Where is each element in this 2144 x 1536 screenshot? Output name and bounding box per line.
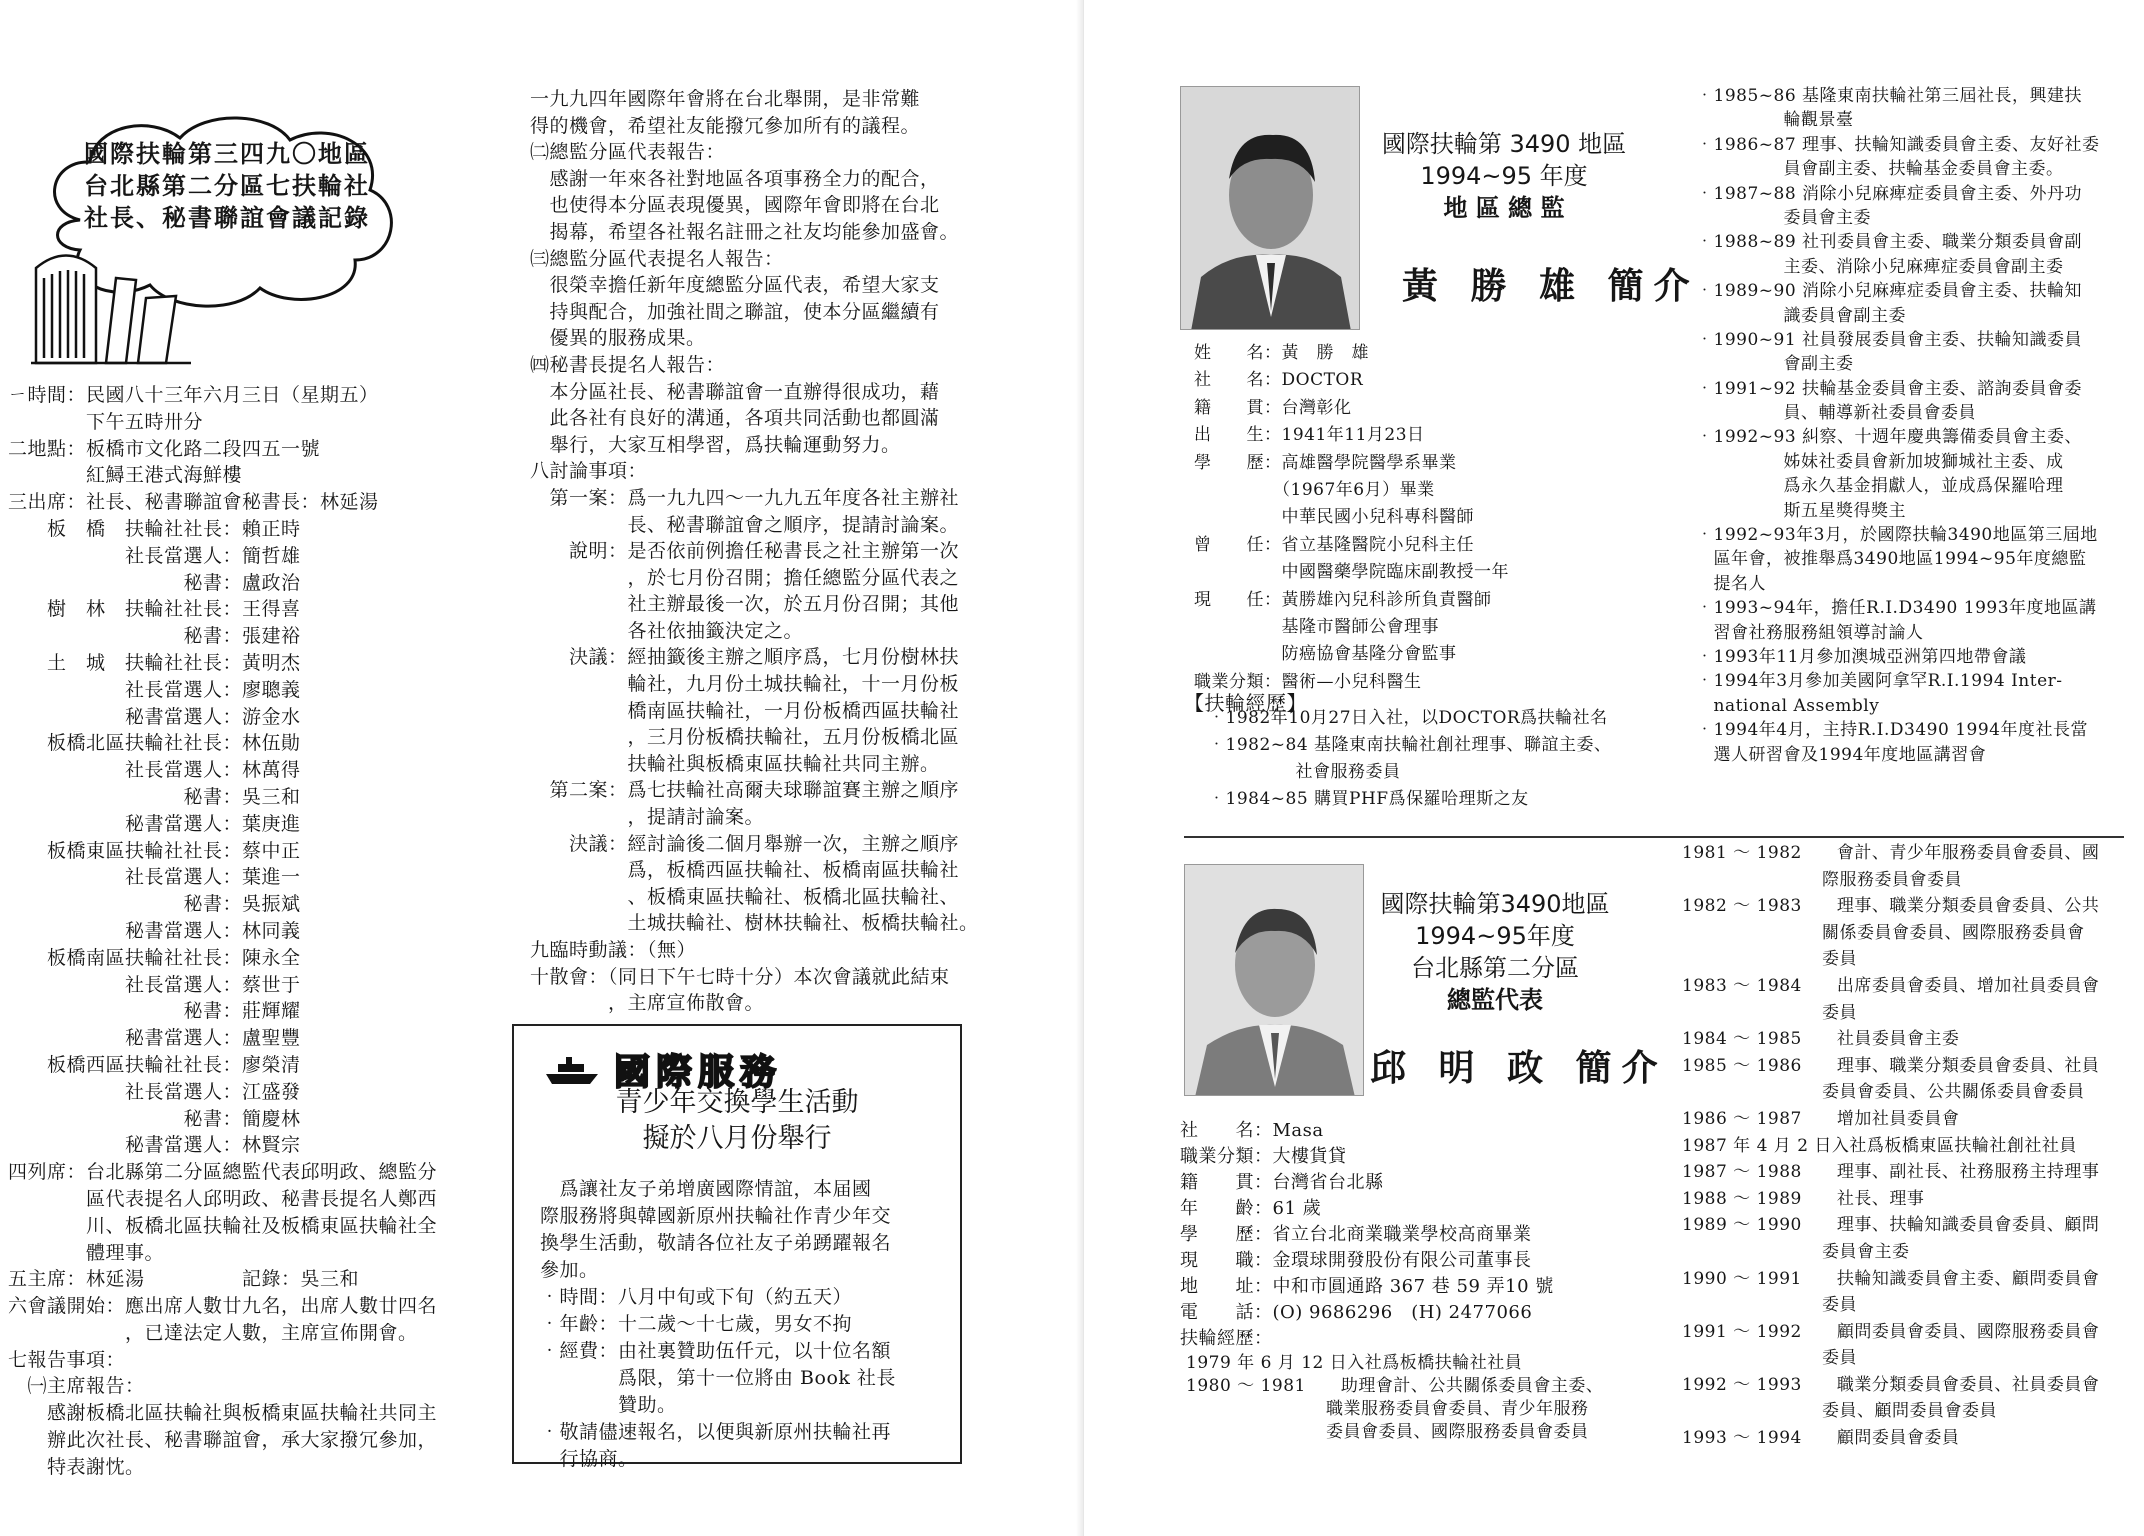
profile2-history-line: 委員會委員、公共關係委員會委員 [1682, 1082, 2085, 1103]
right-page [1084, 0, 2144, 1536]
meeting-line: 紅鱘王港式海鮮樓 [8, 464, 243, 487]
discussion-line: 揭幕，希望各社報名註冊之社友均能參加盛會。 [530, 220, 960, 243]
profile2-history-line: 1985 〜 1986 理事、職業分類委員會委員、社員 [1682, 1055, 2100, 1076]
profile1-heading [1374, 128, 1634, 224]
profile2-history-line: 關係委員會委員、國際服務委員會 [1682, 922, 2085, 943]
profile1-history-line: 區年會，被推舉爲3490地區1994~95年度總監 [1696, 549, 2087, 570]
profile2-history-line: 1983 〜 1984 出席委員會委員、增加社員委員會 [1682, 975, 2100, 996]
profile2-history-line: 委員 [1682, 1348, 1857, 1369]
profile1-history-line: ‧1994年4月，主持R.I.D3490 1994年度社長當 [1696, 720, 2088, 741]
service-line: ‧敬請儘速報名，以便與新原州扶輪社再 [540, 1421, 892, 1443]
service-headline-2: 擬於八月份舉行 [642, 1123, 832, 1154]
meeting-line: 秘書當選人：葉庚進 [8, 812, 301, 835]
profile2-detail-line: 社 名：Masa [1180, 1120, 1324, 1141]
profile2-history-line: 委員 [1682, 949, 1857, 970]
profile1-history-line: ‧1992~93年3月，於國際扶輪3490地區第三屆地 [1696, 525, 2098, 546]
discussion-line: 橋南區扶輪社，一月份板橋西區扶輪社 [530, 699, 960, 722]
profile1-history-line: ‧1989~90 消除小兒麻痺症委員會主委、扶輪知 [1696, 281, 2083, 302]
meeting-line: 三出席：社長、秘書聯誼會秘書長：林延湯 [8, 491, 379, 514]
meeting-line: 秘書：吳振斌 [8, 893, 301, 916]
profile2-history-line: 委員會主委 [1682, 1241, 1910, 1262]
profile2-detail-line: 籍 貫：台灣省台北縣 [1180, 1172, 1384, 1193]
meeting-line: 社長當選人：葉進一 [8, 866, 301, 889]
profile2-history-line: 1979 年 6 月 12 日入社爲板橋扶輪社社員 [1186, 1353, 1523, 1373]
profile1-details [1194, 340, 1509, 696]
meeting-line: ，已達法定人數，主席宣佈開會。 [8, 1321, 418, 1344]
profile2-history-line: 1982 〜 1983 理事、職業分類委員會委員、公共 [1682, 896, 2100, 917]
profile1-history-line: 姊妹社委員會新加坡獅城社主委、成 [1696, 451, 2064, 472]
profile1-history-right [1696, 84, 2100, 767]
profile1-history-line: 主委、消除小兒麻痺症委員會副主委 [1696, 256, 2064, 277]
discussion-line: 感謝一年來各社對地區各項事務全力的配合， [530, 167, 940, 190]
profile2-history-line: 際服務委員會委員 [1682, 869, 1962, 890]
discussion-line: ，主席宣佈散會。 [530, 992, 765, 1015]
meeting-line: 社長當選人：簡哲雄 [8, 544, 301, 567]
meeting-line: 秘書當選人：林賢宗 [8, 1134, 301, 1157]
service-line: 換學生活動，敬請各位社友子弟踴躍報名 [540, 1232, 892, 1254]
profile2-history-line: 委員、顧問委員會委員 [1682, 1401, 1997, 1422]
service-line: 爲限，第十一位將由 Book 社長 [540, 1367, 896, 1389]
profile1-year: 1994~95 年度 [1420, 162, 1588, 190]
profile1-name-title: 黃 勝 雄 簡介 [1402, 266, 1700, 307]
profile1-history-line: ‧1990~91 社員發展委員會主委、扶輪知識委員 [1696, 329, 2083, 350]
discussion-line: 第二案：爲七扶輪社高爾夫球聯誼賽主辦之順序 [530, 779, 960, 802]
profile1-detail-line: 現 任：黃勝雄內兒科診所負責醫師 [1194, 589, 1492, 610]
profile2-history-line: 1984 〜 1985 社員委員會主委 [1682, 1029, 1960, 1050]
discussion-line: 十散會：（同日下午七時十分）本次會議就此結束 [530, 965, 950, 988]
profile1-detail-line: 中華民國小兒科專科醫師 [1194, 507, 1474, 528]
discussion-line: 決議：經抽籤後主辦之順序爲，七月份樹林扶 [530, 646, 960, 669]
discussion-line: 第一案：爲一九九四〜一九九五年度各社主辦社 [530, 486, 960, 509]
discussion-line: 輪社，九月份土城扶輪社，十一月份板 [530, 673, 960, 696]
profile1-history-line: ‧1982年10月27日入社，以DOCTOR爲扶輪社名 [1208, 708, 1608, 728]
profile2-history-line: 委員 [1682, 1002, 1857, 1023]
meeting-line: ㈠主席報告： [8, 1375, 145, 1398]
discussion-line: ，三月份板橋扶輪社，五月份板橋北區 [530, 726, 960, 749]
profile2-history-right [1682, 842, 2099, 1454]
meeting-line: 二地點：板橋市文化路二段四五一號 [8, 437, 321, 460]
profile2-history-line: 1987 年 4 月 2 日入社爲板橋東區扶輪社創社社員 [1682, 1135, 2077, 1156]
meeting-record-title [84, 138, 370, 234]
discussion-line: 也使得本分區表現優異，國際年會即將在台北 [530, 194, 940, 217]
profile2-history-line: 1981 〜 1982 會計、青少年服務委員會委員、國 [1682, 843, 2100, 863]
meeting-line: 六會議開始：應出席人數廿九名，出席人數廿四名 [8, 1295, 438, 1318]
profile1-history-line: ‧1984~85 購買PHF爲保羅哈理斯之友 [1208, 789, 1529, 809]
meeting-line: 社長當選人：江盛發 [8, 1080, 301, 1103]
discussion-line: 爲，板橋西區扶輪社、板橋南區扶輪社 [530, 859, 960, 882]
meeting-line: 秘書當選人：游金水 [8, 705, 301, 728]
meeting-line: ㄧ時間：民國八十三年六月三日（星期五） [8, 384, 379, 406]
meeting-line: 社長當選人：林萬得 [8, 759, 301, 782]
discussion-line: 此各社有良好的溝通，各項共同活動也都圓滿 [530, 407, 940, 430]
profile2-history-line: 1991 〜 1992 顧問委員會委員、國際服務委員會 [1682, 1321, 2100, 1342]
profile1-detail-line: 姓 名：黃 勝 雄 [1194, 343, 1369, 363]
profile1-detail-line: 基隆市醫師公會理事 [1194, 616, 1439, 637]
discussion-line: 持與配合，加強社間之聯誼，使本分區繼續有 [530, 300, 940, 323]
meeting-line: 板橋東區扶輪社社長：蔡中正 [8, 839, 301, 862]
profile2-detail-line: 學 歷：省立台北商業職業學校高商畢業 [1180, 1224, 1532, 1245]
discussion-line: ，於七月份召開；擔任總監分區代表之 [530, 566, 960, 589]
service-brand: 國際服務 [614, 1052, 783, 1093]
profile2-history-left [1186, 1352, 1603, 1444]
profile2-heading [1380, 888, 1610, 1016]
profile1-detail-line: 學 歷：高雄醫學院醫學系畢業 [1194, 452, 1457, 473]
meeting-line: 板 橋 扶輪社社長：賴正時 [8, 517, 301, 540]
profile1-history-line: ‧1988~89 社刊委員會主委、職業分類委員會副 [1696, 232, 2083, 253]
discussion-line: 一九九四年國際年會將在台北舉開，是非常難 [530, 88, 921, 110]
profile1-history-line: ‧1987~88 消除小兒麻痺症委員會主委、外丹功 [1696, 183, 2083, 204]
portrait-2-icon [1185, 865, 1364, 1096]
service-line: 爲讓社友子弟增廣國際情誼，本届國 [540, 1178, 872, 1200]
profile1-history-line: ‧1993年11月參加澳城亞洲第四地帶會議 [1696, 646, 2027, 667]
discussion-line: 說明：是否依前例擔任秘書長之社主辦第一次 [530, 540, 960, 563]
profile1-detail-line: 出 生：1941年11月23日 [1194, 425, 1425, 446]
meeting-line: 秘書：張建裕 [8, 625, 301, 648]
discussion-line: 土城扶輪社、樹林扶輪社、板橋扶輪社。 [530, 912, 979, 935]
profile2-history-line: 職業服務委員會委員、青少年服務 [1186, 1399, 1589, 1419]
discussion-line: 扶輪社與板橋東區扶輪社共同主辦。 [530, 752, 940, 775]
meeting-line: 秘書：盧政治 [8, 571, 301, 594]
meeting-line: 樹 林 扶輪社社長：王得喜 [8, 598, 301, 621]
meeting-line: 特表謝忱。 [8, 1455, 145, 1478]
profile1-history-line: 會副主委 [1696, 354, 1854, 375]
meeting-line: 板橋西區扶輪社社長：廖榮清 [8, 1053, 301, 1076]
profile1-detail-line: 籍 貫：台灣彰化 [1194, 397, 1352, 418]
meeting-line: 下午五時卅分 [8, 410, 204, 433]
discussion-line: ㈡總監分區代表報告： [530, 141, 726, 164]
profile2-detail-line: 電 話：(O) 9686296 (H) 2477066 [1180, 1302, 1533, 1323]
service-line: 際服務將與韓國新原州扶輪社作青少年交 [540, 1205, 892, 1227]
discussion-line: 很榮幸擔任新年度總監分區代表，希望大家支 [530, 274, 940, 297]
profile2-history-line: 1987 〜 1988 理事、副社長、社務服務主持理事 [1682, 1162, 2100, 1183]
profile1-history-line: ‧1986~87 理事、扶輪知識委員會主委、友好社委 [1696, 134, 2100, 155]
meeting-details-column [8, 382, 437, 1481]
discussion-line: 八討論事項： [530, 460, 648, 483]
profile2-detail-line: 扶輪經歷： [1180, 1328, 1273, 1349]
portrait-1-icon [1181, 87, 1360, 330]
profile1-history-line: ‧1982~84 基隆東南扶輪社創社理事、聯誼主委、 [1208, 735, 1612, 755]
meeting-line: 體理事。 [8, 1241, 165, 1264]
meeting-line: 感謝板橋北區扶輪社與板橋東區扶輪社共同主 [8, 1402, 438, 1425]
profile1-history-line: ‧1993~94年，擔任R.I.D3490 1993年度地區講 [1696, 598, 2097, 619]
profile1-history-line: 員會副主委、扶輪基金委員會主委。 [1696, 159, 2064, 180]
discussion-line: 九臨時動議：（無） [530, 939, 697, 961]
meeting-line: 區代表提名人邱明政、秘書長提名人鄭西 [8, 1187, 438, 1210]
profile2-history-line: 1993 〜 1994 顧問委員會委員 [1682, 1428, 1960, 1449]
meeting-line: 辦此次社長、秘書聯誼會，承大家撥冗參加， [8, 1429, 438, 1452]
profile2-details [1180, 1118, 1554, 1352]
meeting-line: 五主席：林延湯 記錄：吳三和 [8, 1268, 360, 1291]
meeting-line: 板橋南區扶輪社社長：陳永全 [8, 946, 301, 969]
discussion-line: 社主辦最後一次，於五月份召開；其他 [530, 593, 960, 616]
portrait-photo-1 [1180, 86, 1360, 330]
profile1-history-line: ‧1994年3月參加美國阿拿罕R.I.1994 Inter- [1696, 671, 2063, 692]
discussion-line: 決議：經討論後二個月舉辦一次，主辦之順序 [530, 832, 960, 855]
profile1-detail-line: 中國醫藥學院臨床副教授一年 [1194, 562, 1509, 583]
profile1-history-line: 員、輔導新社委員會委員 [1696, 403, 1976, 424]
international-service-notice [512, 1024, 962, 1470]
profile1-history-line: ‧1992~93 糾察、十週年慶典籌備委員會主委、 [1696, 427, 2083, 448]
profile1-history-line: 識委員會副主委 [1696, 305, 1906, 326]
profile1-history-line: 習會社務服務組領導討論人 [1696, 622, 1924, 643]
meeting-line: 秘書：莊輝耀 [8, 1000, 301, 1023]
meeting-line: 川、板橋北區扶輪社及板橋東區扶輪社全 [8, 1214, 438, 1237]
profile1-history-label: 【扶輪經歷】 [1184, 691, 1307, 715]
profile2-detail-line: 年 齡：61 歲 [1180, 1198, 1322, 1219]
title-line-3: 社長、秘書聯誼會議記錄 [84, 204, 370, 232]
meeting-line: 板橋北區扶輪社社長：林伍勛 [8, 732, 301, 755]
profile1-history-line: 社會服務委員 [1208, 762, 1401, 782]
profile2-district: 國際扶輪第3490地區 [1380, 890, 1610, 918]
discussion-line: ㈢總監分區代表提名人報告： [530, 247, 784, 270]
meeting-line: 土 城 扶輪社社長：黃明杰 [8, 651, 301, 674]
profile1-history-line: 提名人 [1696, 573, 1766, 594]
discussion-line: ㈣秘書長提名人報告： [530, 353, 726, 376]
profile2-detail-line: 職業分類：大樓貨貸 [1180, 1146, 1347, 1167]
profile1-detail-line: （1967年6月）畢業 [1194, 479, 1435, 500]
profile2-role: 總監代表 [1447, 986, 1543, 1014]
profile1-history-line: 斯五星獎得獎主 [1696, 500, 1906, 521]
profile1-history-line: ‧1985~86 基隆東南扶輪社第三屆社長，興建扶 [1696, 86, 2083, 106]
meeting-line: 秘書：簡慶林 [8, 1107, 301, 1130]
profile1-district: 國際扶輪第 3490 地區 [1381, 130, 1627, 158]
discussion-line: 長、秘書聯誼會之順序，提請討論案。 [530, 513, 960, 536]
profile1-history-line: national Assembly [1696, 695, 1880, 716]
profile2-detail-line: 現 職：金環球開發股份有限公司董事長 [1180, 1250, 1532, 1271]
meeting-line: 秘書當選人：林同義 [8, 919, 301, 942]
service-line: 贊助。 [540, 1394, 677, 1416]
discussion-line: 舉行，大家互相學習，爲扶輪運動努力。 [530, 433, 901, 456]
profile2-history-line: 1990 〜 1991 扶輪知識委員會主委、顧問委員會 [1682, 1268, 2100, 1289]
discussion-line: 、板橋東區扶輪社、板橋北區扶輪社、 [530, 885, 960, 908]
meeting-line: 社長當選人：蔡世于 [8, 973, 301, 996]
profile1-history-line: ‧1991~92 扶輪基金委員會主委、諮詢委員會委 [1696, 378, 2083, 399]
profile2-history-line: 1992 〜 1993 職業分類委員會委員、社員委員會 [1682, 1374, 2100, 1395]
profile1-history-line: 輪觀景臺 [1696, 110, 1854, 131]
discussion-line: 優異的服務成果。 [530, 327, 706, 350]
profile1-detail-line: 職業分類：醫術—小兒科醫生 [1194, 671, 1422, 692]
profile2-history-line: 1989 〜 1990 理事、扶輪知識委員會委員、顧問 [1682, 1215, 2100, 1236]
profile2-name-title: 邱 明 政 簡介 [1370, 1048, 1668, 1089]
profile2-detail-line: 地 址：中和市圓通路 367 巷 59 弄10 號 [1180, 1276, 1554, 1297]
title-line-1: 國際扶輪第三四九〇地區 [84, 140, 370, 168]
meeting-line: 四列席：台北縣第二分區總監代表邱明政、總監分 [8, 1161, 438, 1184]
service-body [540, 1176, 896, 1473]
discussion-line: 本分區社長、秘書聯誼會一直辦得很成功，藉 [530, 380, 940, 403]
profile1-history-line: 爲永久基金捐獻人，並成爲保羅哈理 [1696, 476, 2064, 497]
discussion-line: 得的機會，希望社友能撥冗參加所有的議程。 [530, 114, 921, 137]
profile2-history-line: 1986 〜 1987 增加社員委員會 [1682, 1108, 1960, 1129]
meeting-line: 社長當選人：廖聰義 [8, 678, 301, 701]
service-line: 行協商。 [540, 1448, 638, 1470]
meeting-line: 秘書當選人：盧聖豐 [8, 1027, 301, 1050]
service-line: ‧年齡：十二歲〜十七歲，男女不拘 [540, 1313, 853, 1335]
profile1-history-line: 選人研習會及1994年度地區講習會 [1696, 744, 1987, 765]
profile1-role: 地 區 總 監 [1443, 194, 1565, 222]
profile2-history-line: 1980 〜 1981 助理會計、公共關係委員會主委、 [1186, 1376, 1604, 1396]
profile2-history-line: 委員會委員、國際服務委員會委員 [1186, 1422, 1589, 1442]
meeting-line: 七報告事項： [8, 1348, 126, 1371]
profile1-history-left [1208, 706, 1612, 814]
profile1-history-line: 委員會主委 [1696, 207, 1871, 228]
service-line: ‧經費：由社裏贊助伍仟元，以十位名額 [540, 1340, 892, 1362]
profile2-year: 1994~95年度 [1415, 922, 1575, 950]
service-line: ‧時間：八月中旬或下旬（約五天） [540, 1286, 853, 1308]
section-divider [1184, 836, 2124, 838]
profile2-area: 台北縣第二分區 [1411, 954, 1579, 982]
profile1-detail-line: 曾 任：省立基隆醫院小兒科主任 [1194, 534, 1474, 555]
meeting-line: 秘書：吳三和 [8, 785, 301, 808]
service-headline-1: 青少年交換學生活動 [615, 1087, 859, 1118]
service-line: 參加。 [540, 1259, 599, 1281]
profile2-history-line: 1988 〜 1989 社長、理事 [1682, 1188, 1925, 1209]
discussion-line: ，提請討論案。 [530, 806, 765, 829]
portrait-photo-2 [1184, 864, 1364, 1096]
title-line-2: 台北縣第二分區七扶輪社 [84, 172, 370, 200]
discussion-line: 各社依抽籤決定之。 [530, 619, 804, 642]
books-icon [26, 238, 196, 368]
meeting-discussion-column [530, 86, 979, 1017]
ship-logo-icon [544, 1054, 600, 1086]
profile1-detail-line: 社 名：DOCTOR [1194, 370, 1364, 391]
profile1-detail-line: 防癌協會基隆分會監事 [1194, 644, 1457, 665]
profile2-history-line: 委員 [1682, 1295, 1857, 1316]
